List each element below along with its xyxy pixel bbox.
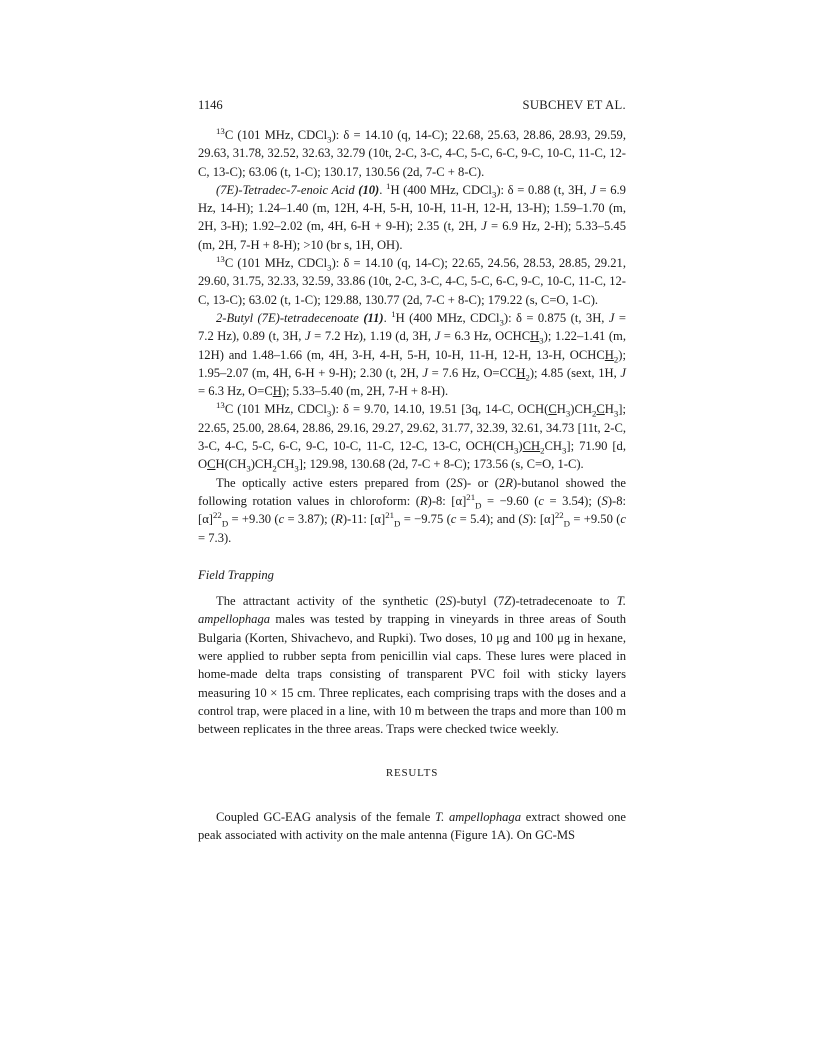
paragraph-rotation-values: The optically active esters prepared from (2S)- or (2R)-butanol showed the following rotation values in chloroform: (R)-8: $[\alpha]^{21}_D = -9.60$ (c = 3.54); (S)-8: $[\alpha]^{22}_D = +9.30$ (c = 3.87); (R)-11: $[\alpha]^{21}_D = -9.75$ (c = 5.4); and (S): $[\alpha]^{22}_D = +9.50$ (c = 7.3).	[198, 475, 627, 545]
compound-title: (7E)-Tetradec-7-enoic Acid	[216, 182, 355, 197]
page-header	[198, 96, 626, 114]
section-heading-field-trapping: Field Trapping	[198, 567, 274, 582]
paragraph-13c-nmr-alcohol: $^{13}$C (101 MHz, CDCl$_3$): δ = 14.10 (q, 14-C); 22.68, 25.63, 28.86, 28.93, 29.59, 29.63, 31.78, 32.52, 32.63, 32.79 (10t, 2-C, 3-C, 4-C, 5-C, 6-C, 9-C, 10-C, 11-C, 12-C, 13-C); 63.06 (t, 1-C); 130.17, 130.56 (2d, 7-C + 8-C).	[198, 125, 626, 179]
paragraph-13c-nmr-ester: $^{13}$C (101 MHz, CDCl$_3$): δ = 9.70, 14.10, 19.51 [3q, 14-C, $OCH(CH_3)CH_2CH_3$]; 22.65, 25.00, 28.64, 28.86, 29.16, 29.27, 29.62, 31.77, 32.39, 32.61, 34.73 [11t, 2-C, 3-C, 4-C, 5-C, 6-C, 9-C, 10-C, 11-C, 12-C, 13-C, $OCH(CH_3)CH_2CH_3$]; 71.90 [d, $OCH(CH_3)CH_2CH_3$]; 129.98, 130.68 (2d, 7-C + 8-C); 173.56 (s, C=O, 1-C).	[198, 400, 627, 474]
running-head: SUBCHEV ET AL.	[522, 98, 626, 112]
page-number: 1146	[198, 98, 223, 112]
paragraph-field-trapping: The attractant activity of the synthetic (2S)-butyl (7Z)-tetradecenoate to T. ampellophaga males was tested by trapping in vineyards in three areas of South Bulgaria (Korten, Shivachevo, and Rupki). Two doses, 10 μg and 100 μg in hexane, were applied to rubber septa from penicillin vial caps. These lures were placed in home-made delta traps consisting of transparent PVC foil with sticky layers measuring 10 × 15 cm. Three replicates, each comprising traps with the doses and a control trap, were placed in a line, with 10 m between the traps and more than 100 m between replicates in the three areas. Traps were checked twice weekly.	[198, 594, 626, 737]
paragraph-tetradecenoic-acid: (7E)-Tetradec-7-enoic Acid (10). $^1$H (400 MHz, CDCl$_3$): δ = 0.88 (t, 3H, J = 6.9 Hz, 14-H); 1.24–1.40 (m, 12H, 4-H, 5-H, 10-H, 11-H, 12-H, 13-H); 1.59–1.70 (m, 2H, 3-H); 1.92–2.02 (m, 4H, 6-H + 9-H); 2.35 (t, 2H, J = 6.9 Hz, 2-H); 5.33–5.45 (m, 2H, 7-H + 8-H); >10 (br s, 1H, OH).	[198, 180, 626, 252]
page-body	[198, 96, 626, 844]
section-heading-results: RESULTS	[385, 766, 439, 779]
paragraph-13c-nmr-acid: $^{13}$C (101 MHz, CDCl$_3$): δ = 14.10 (q, 14-C); 22.65, 24.56, 28.53, 28.85, 29.21, 29.60, 31.75, 32.33, 32.59, 33.86 (10t, 2-C, 3-C, 4-C, 5-C, 6-C, 9-C, 10-C, 11-C, 12-C, 13-C); 63.02 (t, 1-C); 129.88, 130.77 (2d, 7-C + 8-C); 179.22 (s, C=O, 1-C).	[198, 253, 626, 307]
compound-title: 2-Butyl (7E)-tetradecenoate	[216, 310, 359, 325]
paragraph-butyl-tetradecenoate: 2-Butyl (7E)-tetradecenoate (11). $^1$H (400 MHz, CDCl$_3$): δ = 0.875 (t, 3H, J = 7.2 Hz), 0.89 (t, 3H, J = 7.2 Hz), 1.19 (d, 3H, J = 6.3 Hz, $OCHCH_3$); 1.22–1.41 (m, 12H) and 1.48–1.66 (m, 4H, 3-H, 4-H, 5-H, 10-H, 11-H, 12-H, 13-H, $OCHCH_2$); 1.95–2.07 (m, 4H, 6-H + 9-H); 2.30 (t, 2H, J = 7.6 Hz, $O=CCH_2$); 4.85 (sext, 1H, J = 6.3 Hz, O=CH); 5.33–5.40 (m, 2H, 7-H + 8-H).	[198, 308, 626, 399]
paragraph-results: Coupled GC-EAG analysis of the female T. ampellophaga extract showed one peak associated with activity on the male antenna (Figure 1A). On GC-MS	[198, 809, 626, 843]
